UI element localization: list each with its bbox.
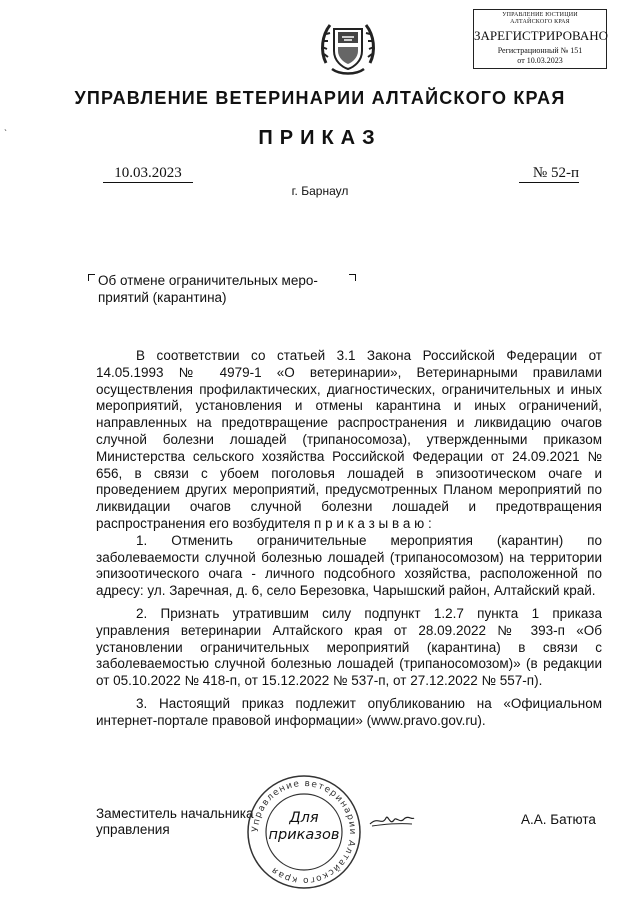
document-number: № 52-п	[519, 164, 579, 183]
document-body	[96, 348, 602, 730]
coat-of-arms-icon	[318, 17, 378, 79]
document-subject	[92, 272, 367, 306]
signer-position-line-1: Заместитель начальника	[96, 806, 254, 821]
subject-line-2: приятий (карантина)	[98, 290, 227, 305]
stamp-line-1: УПРАВЛЕНИЕ ЮСТИЦИИ	[502, 12, 578, 18]
seal-text-line-2: приказов	[268, 827, 340, 843]
stamp-reg-number: Регистрационный № 151	[497, 46, 583, 55]
seal-center-text	[264, 810, 344, 844]
document-type: ПРИКАЗ	[258, 127, 382, 149]
registration-stamp	[473, 9, 607, 69]
seal-ring-text: Управление ветеринарии Алтайского края	[250, 778, 358, 886]
seal-text-line-1: Для	[289, 810, 319, 826]
handwritten-signature-icon	[368, 810, 416, 830]
stamp-line-2: АЛТАЙСКОГО КРАЯ	[510, 19, 570, 25]
document-city: г. Барнаул	[291, 184, 349, 198]
stamp-reg-date: от 10.03.2023	[517, 56, 563, 65]
signer-position	[96, 806, 266, 838]
margin-mark: `	[4, 128, 7, 138]
signer-position-line-2: управления	[96, 822, 170, 837]
order-item-2: 2. Признать утратившим силу подпункт 1.2.7 пункта 1 приказа управления ветеринарии Алтайского края от 28.09.2022 № 393-п «Об установлении ограничительных мероприятий (карантина) в связи с заболеваемостью случной болезнью лошадей (трипаносомозом)» (в редакции от 05.10.2022 № 418-п, от 15.12.2022 № 537-п, от 27.12.2022 № 557-п).	[96, 605, 602, 689]
order-item-1: 1. Отменить ограничительные мероприятия (карантин) по заболеваемости случной болезнью лошадей (трипаносомозом) на территории эпизоотического очага - личного подсобного хозяйства, расположенной по адресу: ул. Заречная, д. 6, село Березовка, Чарышский район, Алтайский край.	[96, 532, 602, 599]
stamp-status: ЗАРЕГИСТРИРОВАНО	[474, 28, 608, 43]
signer-name: А.А. Батюта	[521, 812, 596, 827]
organization-title: УПРАВЛЕНИЕ ВЕТЕРИНАРИИ АЛТАЙСКОГО КРАЯ	[74, 88, 566, 108]
order-item-3: 3. Настоящий приказ подлежит опубликованию на «Официальном интернет-портале правовой информации» (www.pravo.gov.ru).	[96, 695, 602, 728]
preamble-paragraph: В соответствии со статьей 3.1 Закона Российской Федерации от 14.05.1993 № 4979-1 «О ветеринарии», Ветеринарными правилами осуществления профилактических, диагностических, ограничительных и иных мероприятий, установления и отмены карантина и иных ограничений, направленных на предотвращение распространения и ликвидацию очагов случной болезни лошадей (трипаносомоза), утвержденными приказом Министерства сельского хозяйства Российской Федерации от 24.09.2021 № 656, в связи с убоем поголовья лошадей в эпизоотическом очаге и проведением других мероприятий, предусмотренных Планом мероприятий по ликвидации очагов случной болезни лошадей и предотвращения распространения его возбудителя п р и к а з ы в а ю :	[96, 348, 602, 531]
document-date: 10.03.2023	[103, 164, 193, 183]
subject-line-1: Об отмене ограничительных меро-	[98, 273, 318, 288]
